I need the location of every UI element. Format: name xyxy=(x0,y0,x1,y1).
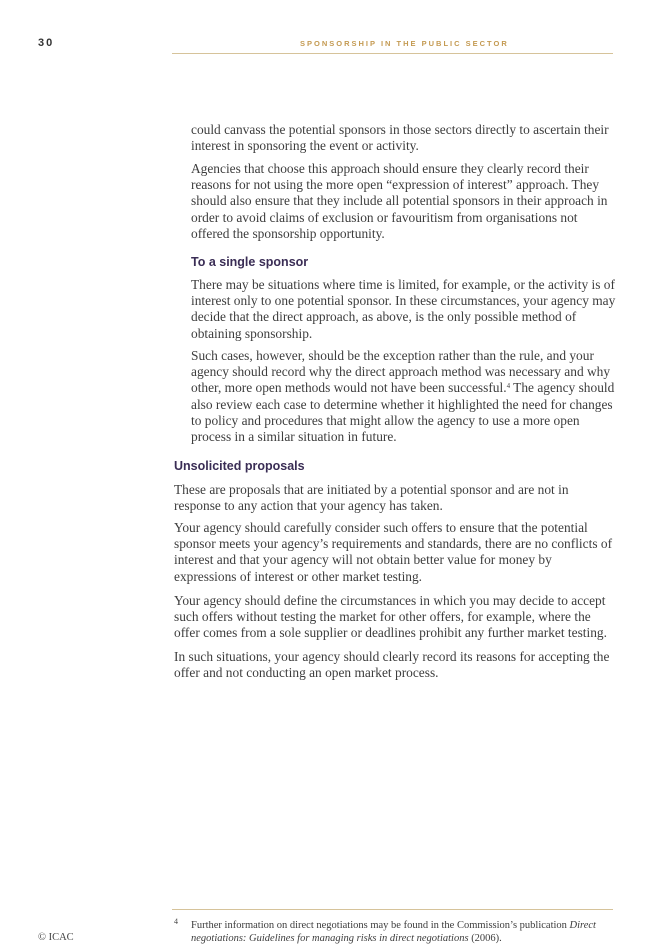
page-number: 30 xyxy=(38,37,55,49)
paragraph-3: There may be situations where time is limited, for example, or the activity is of interest only to one potential sponsor. In these circumstances, your agency may decide that the direct approach, as above, is the only possible method of obtaining sponsorship. xyxy=(191,277,616,341)
paragraph-6: Your agency should carefully consider such offers to ensure that the potential sponsor meets your agency’s requirements and standards, there are no conflicts of interest and that your agency will not obtain better value for money by expressions of interest or other market testing. xyxy=(174,520,613,584)
copyright: © ICAC xyxy=(38,932,74,943)
header-rule xyxy=(172,53,613,54)
paragraph-2: Agencies that choose this approach should ensure they clearly record their reasons for not using the more open “expression of interest” approach. They should also ensure that they include all potential sponsors in their approach in order to avoid claims of exclusion or favouritism from organisations not offered the sponsorship opportunity. xyxy=(191,161,608,241)
footnote-text xyxy=(191,919,619,946)
running-head: SPONSORSHIP IN THE PUBLIC SECTOR xyxy=(300,39,509,48)
paragraph-4-text-b: The agency should also review each case to determine whether it highlighted the need for changes to policy and procedures that might allow the agency to use a more open process in a similar situation in future. xyxy=(191,380,615,445)
footnote-publication-title: Direct negotiations: Guidelines for managing risks in direct negotiations xyxy=(191,920,596,945)
paragraph-4 xyxy=(191,348,617,445)
subheading-unsolicited-proposals: Unsolicited proposals xyxy=(174,459,305,473)
footnote-text-a: Further information on direct negotiations may be found in the Commission’s publication xyxy=(191,920,570,931)
paragraph-8: In such situations, your agency should clearly record its reasons for accepting the offer and not conducting an open market process. xyxy=(174,649,610,681)
paragraph-7: Your agency should define the circumstances in which you may decide to accept such offers without testing the market for other offers, for example, where the offer comes from a sole supplier or deadlines prohibit any further market testing. xyxy=(174,593,607,641)
footnote-reference: 4 xyxy=(506,382,511,391)
paragraph-5: These are proposals that are initiated by a potential sponsor and are not in response to any action that your agency has taken. xyxy=(174,482,569,514)
subheading-single-sponsor: To a single sponsor xyxy=(191,255,309,269)
paragraph-4-text-a: Such cases, however, should be the exception rather than the rule, and your agency should record why the direct approach method was necessary and why other, more open methods would not have been successful. xyxy=(191,348,611,396)
footnote-rule xyxy=(172,909,613,910)
paragraph-1: could canvass the potential sponsors in those sectors directly to ascertain their interest in sponsoring the event or activity. xyxy=(191,122,609,154)
footnote-text-b: (2006). xyxy=(468,933,502,945)
footnote-marker: 4 xyxy=(174,917,178,926)
